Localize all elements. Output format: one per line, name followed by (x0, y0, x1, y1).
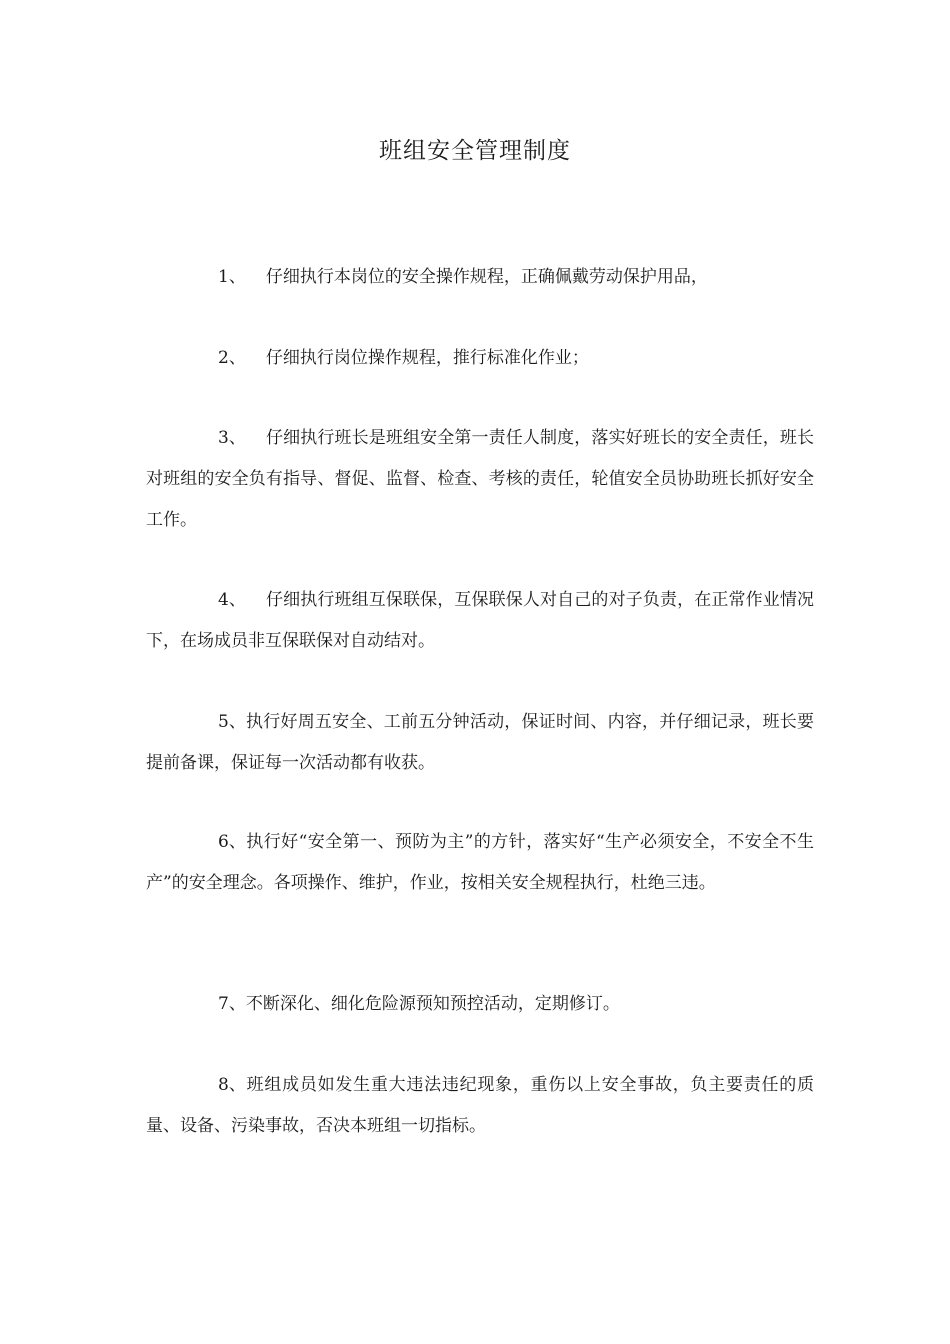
item-text: 仔细执行本岗位的安全操作规程，正确佩戴劳动保护用品， (265, 267, 708, 287)
item-text: 仔细执行班长是班组安全第一责任人制度，落实好班长的安全责任，班长对班组的安全负有指导、督促、监督、检查、考核的责任，轮值安全员协助班长抓好安全工作。 (146, 428, 814, 530)
list-item-2 (146, 338, 814, 379)
item-number: 6、 (218, 832, 246, 852)
list-item-5 (146, 702, 814, 784)
list-item-3 (146, 418, 814, 541)
item-number: 4、 (218, 590, 246, 610)
list-item-6 (146, 822, 814, 904)
item-text: 执行好“安全第一、预防为主”的方针，落实好“生产必须安全，不安全不生产”的安全理念。各项操作、维护，作业，按相关安全规程执行，杜绝三违。 (146, 832, 814, 893)
item-number: 8、 (218, 1075, 246, 1095)
item-text: 执行好周五安全、工前五分钟活动，保证时间、内容，并仔细记录，班长要提前备课，保证每一次活动都有收获。 (146, 712, 814, 773)
item-text: 仔细执行岗位操作规程，推行标准化作业； (265, 348, 589, 368)
item-text: 仔细执行班组互保联保，互保联保人对自己的对子负责，在正常作业情况下，在场成员非互保联保对自动结对。 (146, 590, 814, 651)
list-item-7 (146, 984, 814, 1025)
page-title: 班组安全管理制度 (379, 138, 571, 164)
item-text: 班组成员如发生重大违法违纪现象，重伤以上安全事故，负主要责任的质量、设备、污染事故，否决本班组一切指标。 (146, 1075, 814, 1136)
list-item-4 (146, 580, 814, 662)
item-number: 1、 (218, 267, 246, 287)
item-number: 3、 (218, 428, 246, 448)
item-text: 不断深化、细化危险源预知预控活动，定期修订。 (245, 994, 620, 1014)
item-number: 2、 (218, 348, 246, 368)
list-item-8 (146, 1065, 814, 1147)
item-number: 5、 (218, 712, 246, 732)
list-item-1 (146, 257, 814, 298)
item-number: 7、 (218, 994, 246, 1014)
